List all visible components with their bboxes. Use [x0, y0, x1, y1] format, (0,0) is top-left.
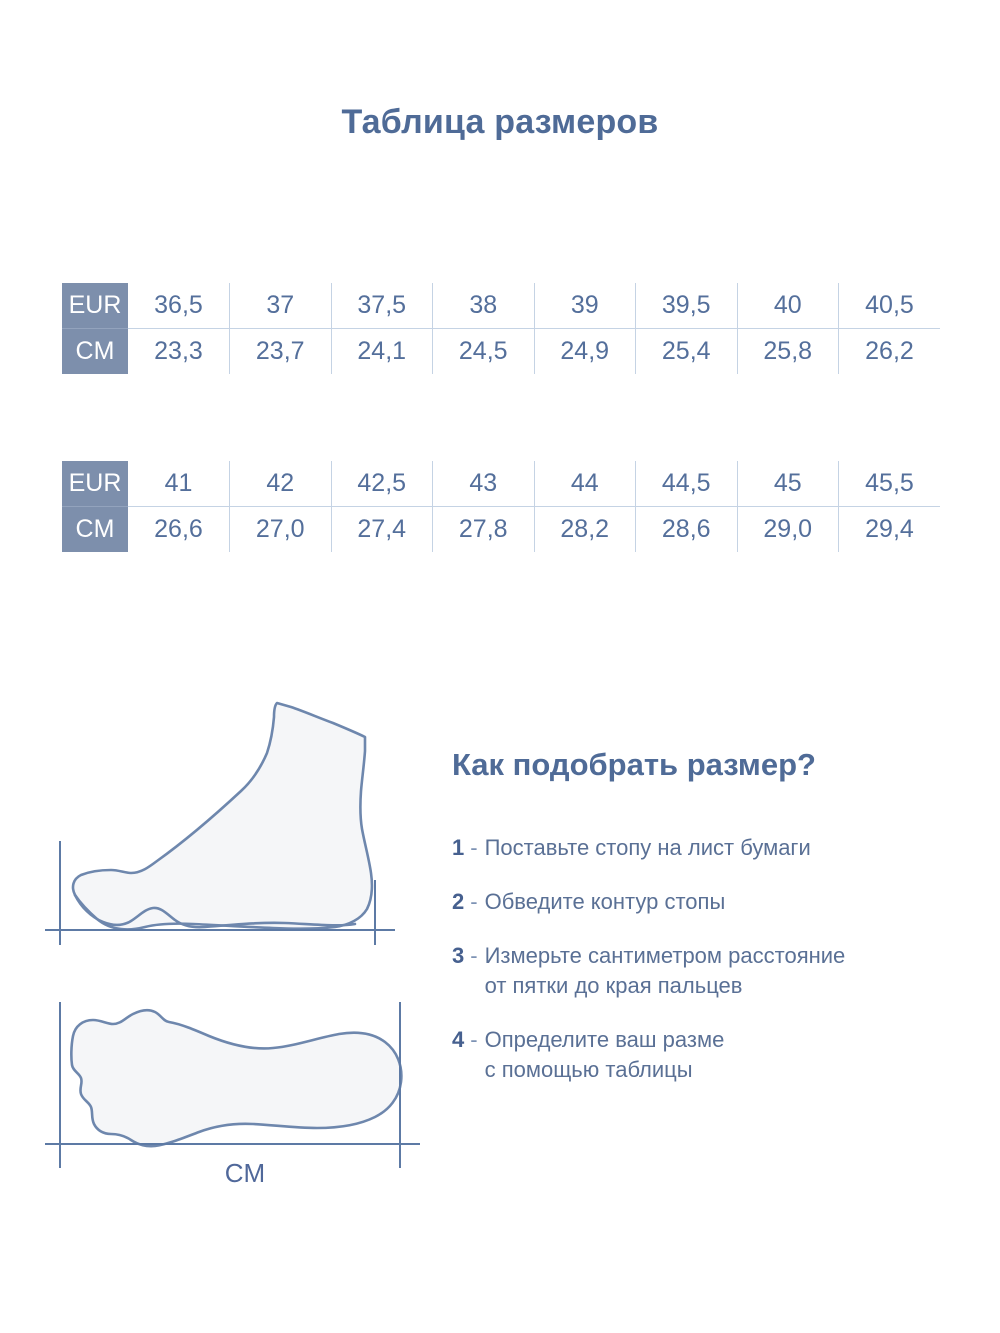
cell-eur: 45: [737, 461, 839, 507]
cell-eur: 37,5: [331, 283, 433, 329]
step-text: [485, 887, 952, 917]
row-header-cm: CM: [62, 329, 128, 375]
howto-title: Как подобрать размер?: [452, 747, 816, 782]
cell-cm: 24,9: [534, 329, 636, 375]
list-item: [452, 941, 952, 1001]
cell-eur: 38: [433, 283, 535, 329]
cell-eur: 37: [230, 283, 332, 329]
cell-eur: 39,5: [636, 283, 738, 329]
measure-unit-label: CM: [224, 1158, 266, 1188]
howto-steps-list: [452, 833, 952, 1109]
table-row: [62, 507, 940, 553]
step-number: 1: [452, 835, 465, 860]
cell-eur: 44: [534, 461, 636, 507]
size-table-women: [62, 283, 940, 374]
cell-eur: 42: [230, 461, 332, 507]
step-number: 4: [452, 1027, 465, 1052]
cell-eur: 36,5: [128, 283, 230, 329]
cell-eur: 39: [534, 283, 636, 329]
cell-cm: 27,0: [230, 507, 332, 553]
cell-cm: 25,8: [737, 329, 839, 375]
cell-eur: 41: [128, 461, 230, 507]
cell-cm: 26,2: [865, 337, 914, 365]
row-header-cm: CM: [62, 507, 128, 553]
cell-cm: 23,7: [230, 329, 332, 375]
page-title: Таблица размеров: [341, 103, 659, 141]
row-header-eur: EUR: [62, 461, 128, 507]
table-row: [62, 329, 940, 375]
cell-cm: 28,2: [534, 507, 636, 553]
table-row: [62, 461, 940, 507]
step-number: 3: [452, 943, 465, 968]
cell-cm: 28,6: [636, 507, 738, 553]
step-number: 2: [452, 889, 465, 914]
cell-cm: 25,4: [636, 329, 738, 375]
step-dash: -: [470, 889, 478, 914]
size-table-men: [62, 461, 940, 552]
step-line-2: от пятки до края пальцев: [484, 973, 743, 998]
step-line-2: с помощью таблицы: [484, 1057, 693, 1082]
footprint-outline-top: [71, 1010, 401, 1146]
foot-outline-side: [73, 703, 372, 929]
cell-eur: 45,5: [839, 461, 941, 507]
cell-eur: 43: [433, 461, 535, 507]
list-item: [452, 833, 952, 863]
table-row: [62, 283, 940, 329]
cell-eur: 44,5: [636, 461, 738, 507]
step-line-1: Обведите контур стопы: [484, 889, 726, 914]
step-dash: -: [470, 943, 478, 968]
foot-side-view-diagram: [45, 695, 445, 960]
cell-cm: 27,8: [433, 507, 535, 553]
step-text: [485, 941, 952, 1001]
cell-cm: 23,3: [128, 329, 230, 375]
cell-cm: 24,1: [331, 329, 433, 375]
cell-eur: 42,5: [331, 461, 433, 507]
step-dash: -: [470, 1027, 478, 1052]
step-line-1: Определите ваш разме: [484, 1027, 725, 1052]
step-line-1: Поставьте стопу на лист бумаги: [484, 835, 811, 860]
step-text: [485, 1025, 952, 1085]
cell-cm: 27,4: [331, 507, 433, 553]
cell-cm: 29,0: [737, 507, 839, 553]
cell-cm: 29,4: [865, 515, 914, 543]
cell-eur: 40: [737, 283, 839, 329]
list-item: [452, 887, 952, 917]
step-text: [485, 833, 952, 863]
step-line-1: Измерьте сантиметром расстояние: [484, 943, 846, 968]
row-header-eur: EUR: [62, 283, 128, 329]
list-item: [452, 1025, 952, 1085]
cell-cm: 24,5: [433, 329, 535, 375]
cell-eur: 40,5: [839, 283, 941, 329]
cell-cm: 26,6: [128, 507, 230, 553]
step-dash: -: [470, 835, 478, 860]
